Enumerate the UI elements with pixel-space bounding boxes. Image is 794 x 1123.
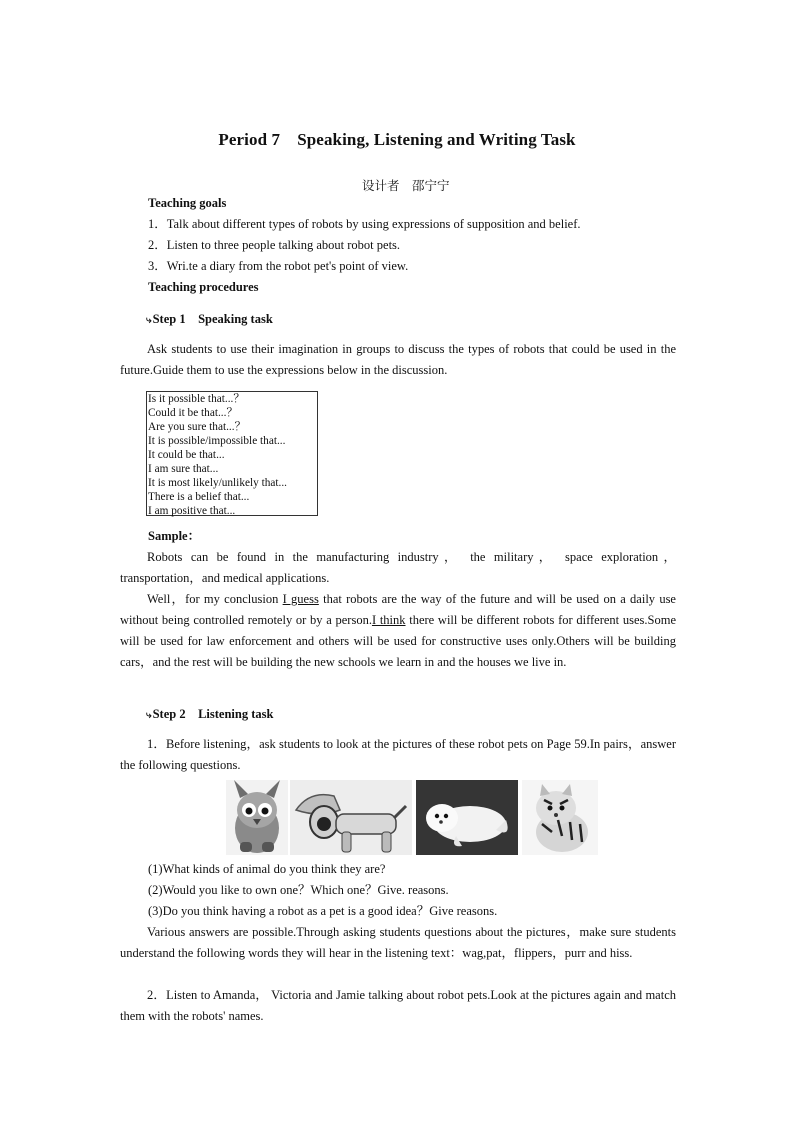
expression-item: There is a belief that... (148, 491, 250, 503)
expression-item: Are you sure that...？ (148, 421, 246, 433)
expression-item: It is most likely/unlikely that... (148, 477, 288, 489)
step1-heading (146, 309, 273, 331)
sample-paragraph-2: Well，for my conclusion I guess that robots are the way of the future and will be used on a daily use without being controlled remotely or by a person.I think there will be different robots for different uses.Some will be used for law enforcement and others will be used for constructive uses only.Others will be building cars，and the rest will be building the new schools we learn in and the houses we live in. (120, 592, 676, 669)
step2-item2: 2．Listen to Amanda， Victoria and Jamie talking about robot pets.Look at the pictures again and match them with the robots' names. (120, 988, 676, 1023)
teaching-goals-heading: Teaching goals (148, 196, 227, 210)
step1-heading-text: Step 1 Speaking task (152, 312, 273, 326)
expression-item: Is it possible that...？ (148, 393, 245, 405)
step2-item1: 1．Before listening，ask students to look at the pictures of these robot pets on Page 59.In pairs，answer the following questions. (120, 737, 676, 772)
expression-item: I am positive that... (148, 505, 236, 517)
expressions-box (146, 391, 318, 516)
expression-item: I am sure that... (148, 463, 219, 475)
goal-item: 2．Listen to three people talking about robot pets. (148, 238, 401, 252)
step-arrow-icon: ⤷ (146, 315, 152, 326)
expression-item: Could it be that...？ (148, 407, 238, 419)
question-item: (1)What kinds of animal do you think they are? (148, 862, 386, 876)
step2-heading-text: Step 2 Listening task (152, 707, 274, 721)
underlined-think: I think (371, 613, 406, 627)
robot-seal-pet-image (416, 780, 518, 855)
sample-label: Sample： (148, 529, 201, 543)
robot-tiger-pet-image (522, 780, 598, 855)
sample-paragraph-1: Robots can be found in the manufacturing industry， the military， space exploration， transportation，and medical applications. (120, 550, 676, 585)
question-item: (2)Would you like to own one？Which one？Give. reasons. (148, 883, 449, 897)
step1-intro: Ask students to use their imagination in groups to discuss the types of robots that could be used in the future.Guide them to use the expressions below in the discussion. (120, 342, 676, 377)
goal-item: 1．Talk about different types of robots by using expressions of supposition and belief. (148, 217, 581, 231)
expression-item: It could be that... (148, 449, 225, 461)
goal-item: 3．Wri.te a diary from the robot pet's point of view. (148, 259, 409, 273)
teaching-procedures-heading: Teaching procedures (148, 280, 259, 294)
question-item: (3)Do you think having a robot as a pet is a good idea？Give reasons. (148, 904, 498, 918)
designer-credit: 设计者 邵宁宁 (362, 178, 450, 193)
step2-heading (146, 704, 273, 726)
robot-dog-pet-image (290, 780, 412, 855)
answer-note: Various answers are possible.Through asking students questions about the pictures，make sure students understand the following words they will hear in the listening text：wag,pat，flippers，purr and hiss. (120, 925, 676, 960)
expression-item: It is possible/impossible that... (148, 435, 286, 447)
underlined-guess: I guess (282, 592, 319, 606)
step-arrow-icon: ⤷ (146, 710, 152, 721)
furby-robot-pet-image (226, 780, 288, 855)
robot-pet-pictures (226, 780, 604, 855)
page-title: Period 7 Speaking, Listening and Writing Task (218, 130, 576, 149)
